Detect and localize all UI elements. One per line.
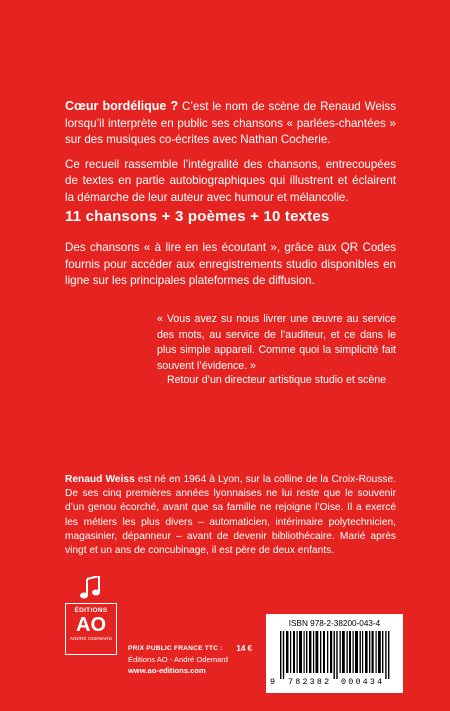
content-count: 11 chansons + 3 poèmes + 10 textes [65, 208, 330, 225]
author-bio-text: est né en 1964 à Lyon, sur la colline de la Croix-Rousse. De ses cinq premières années lyonnaises ne lui reste que le souvenir d’un genou écorché, avant que sa famille ne rejoigne l’Oise. Il a exercé les métiers les plus divers – automaticien, intérimaire polytechnicien, magasinier, dépanneur – avant de devenir bibliothécaire. Marié après vingt et un ans de concubinage, il est père de deux enfants. [65, 474, 396, 557]
intro-section [65, 98, 396, 214]
publisher-info [128, 643, 268, 676]
isbn-number: ISBN 978-2-38200-043-4 [288, 619, 381, 628]
intro-paragraph-2: Ce recueil rassemble l’intégralité des chansons, entrecoupées de textes en partie autobiographiques qui illustrent et éclairent la démarche de leur auteur avec humour et mélancolie. [65, 157, 396, 204]
ean-group-2: 000434 [341, 677, 385, 687]
logo-editions: ÉDITIONS [74, 607, 108, 614]
author-bio [65, 473, 396, 558]
author-name: Renaud Weiss [65, 474, 135, 485]
logo-ao: AO [76, 614, 106, 636]
testimonial-quote: « Vous avez su nous livrer une œuvre au service des mots, au service de l’auditeur, et ce dans le plus simple appareil. Comme quoi la simplicité fait souvent l’évidence. » [157, 313, 396, 372]
isbn-barcode [266, 614, 403, 693]
listen-paragraph: Des chansons « à lire en les écoutant », grâce aux QR Codes fournis pour accéder aux enregistrements studio disponibles en ligne sur les principales plateformes de diffusion. [65, 241, 396, 287]
ean-first-digit: 9 [270, 677, 276, 687]
intro-text-1: C’est le nom de scène de Renaud Weiss lorsqu’il interprète en public ses chansons « parlées-chantées » sur des musiques co-écrites avec Nathan Cocherie. [65, 100, 396, 146]
logo-andre-odemard: ANDRÉ ODEMARD [69, 636, 113, 641]
price-label: PRIX PUBLIC FRANCE TTC : [128, 645, 223, 652]
logo-box [65, 603, 117, 655]
book-title: Cœur bordélique ? [65, 99, 179, 113]
music-note-icon [79, 576, 101, 600]
price-value: 14 € [236, 644, 252, 653]
testimonial-source: Retour d’un directeur artistique studio et scène [166, 374, 387, 386]
intro-paragraph-1 [65, 98, 396, 149]
ean-group-1: 782382 [288, 677, 332, 687]
price-row [128, 643, 252, 654]
barcode-bars [280, 631, 390, 679]
publisher-name: Éditions AO - André Odemard [128, 655, 229, 664]
publisher-url[interactable]: www.ao-editions.com [128, 666, 206, 675]
